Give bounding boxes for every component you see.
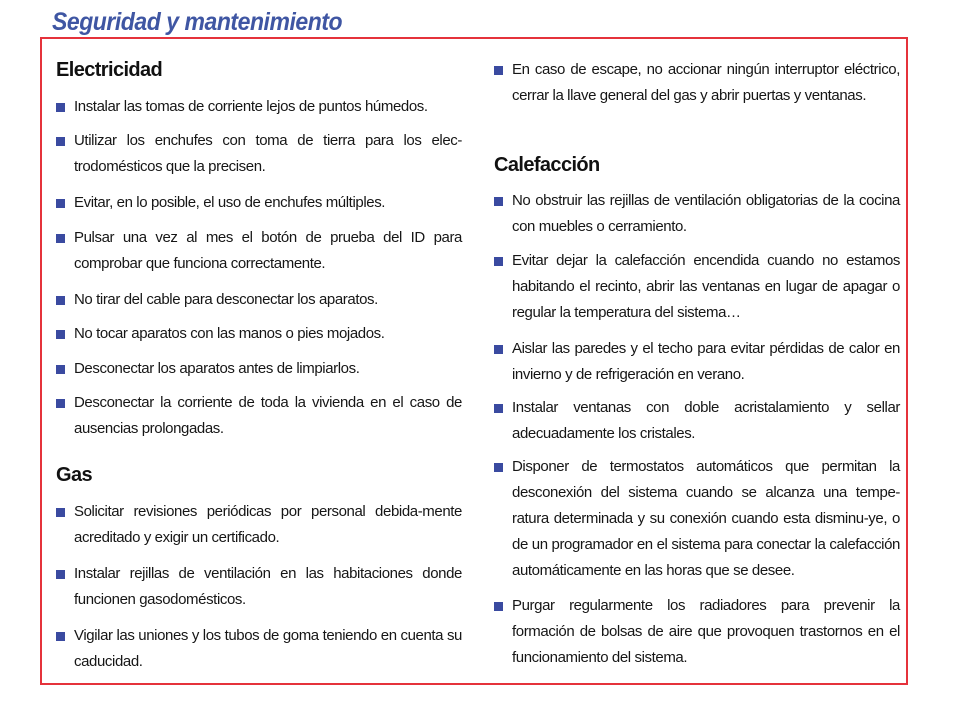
list-item-text: Disponer de termostatos automáticos que permitan la desconexión del sistema cuando se alcanza una tempe-ratura determinada y su conexión cuando esta disminu-ye, o de un programador en el sistema para conectar la calefacción automáticamente en las horas que se desee. — [512, 458, 900, 579]
square-bullet-icon — [56, 330, 65, 339]
square-bullet-icon — [494, 197, 503, 206]
square-bullet-icon — [56, 632, 65, 641]
list-item-text: No obstruir las rejillas de ventilación obligatorias de la cocina con muebles o cerramiento. — [512, 192, 900, 235]
square-bullet-icon — [56, 103, 65, 112]
square-bullet-icon — [494, 602, 503, 611]
square-bullet-icon — [56, 296, 65, 305]
list-item-text: Instalar ventanas con doble acristalamiento y sellar adecuadamente los cristales. — [512, 399, 900, 442]
list-item-text: Evitar, en lo posible, el uso de enchufes múltiples. — [74, 194, 386, 211]
list-item-text: Desconectar la corriente de toda la vivienda en el caso de ausencias prolongadas. — [74, 394, 462, 437]
heading-electricidad: Electricidad — [56, 59, 163, 81]
heading-gas: Gas — [56, 464, 93, 486]
list-item-text: Evitar dejar la calefacción encendida cuando no estamos habitando el recinto, abrir las ventanas en lugar de apagar o regular la temperatura del sistema… — [512, 252, 900, 321]
square-bullet-icon — [56, 365, 65, 374]
list-item-text: Solicitar revisiones periódicas por personal debida-mente acreditado y exigir un certificado. — [74, 503, 462, 546]
list-item-text: Purgar regularmente los radiadores para prevenir la formación de bolsas de aire que provoquen trastornos en el funcionamiento del sistema. — [512, 597, 900, 666]
square-bullet-icon — [56, 199, 65, 208]
list-item-text: Instalar las tomas de corriente lejos de puntos húmedos. — [74, 98, 428, 115]
list-item-text: Desconectar los aparatos antes de limpiarlos. — [74, 360, 360, 377]
heading-calefaccion: Calefacción — [494, 154, 600, 176]
list-item-text: No tirar del cable para desconectar los aparatos. — [74, 291, 378, 308]
list-item-text: Pulsar una vez al mes el botón de prueba del ID para comprobar que funciona correctamente. — [74, 229, 462, 272]
square-bullet-icon — [494, 463, 503, 472]
square-bullet-icon — [494, 345, 503, 354]
square-bullet-icon — [494, 257, 503, 266]
content-frame — [40, 37, 908, 685]
list-item-text: En caso de escape, no accionar ningún interruptor eléctrico, cerrar la llave general del gas y abrir puertas y ventanas. — [512, 61, 900, 104]
square-bullet-icon — [56, 570, 65, 579]
square-bullet-icon — [56, 399, 65, 408]
list-item-text: Utilizar los enchufes con toma de tierra para los elec-trodomésticos que la precisen. — [74, 132, 462, 175]
square-bullet-icon — [494, 66, 503, 75]
list-item-text: Vigilar las uniones y los tubos de goma teniendo en cuenta su caducidad. — [74, 627, 462, 670]
square-bullet-icon — [494, 404, 503, 413]
square-bullet-icon — [56, 234, 65, 243]
list-item-text: Aislar las paredes y el techo para evitar pérdidas de calor en invierno y de refrigeración en verano. — [512, 340, 900, 383]
list-item-text: Instalar rejillas de ventilación en las habitaciones donde funcionen gasodomésticos. — [74, 565, 462, 608]
list-item-text: No tocar aparatos con las manos o pies mojados. — [74, 325, 385, 342]
square-bullet-icon — [56, 508, 65, 517]
square-bullet-icon — [56, 137, 65, 146]
page-title: Seguridad y mantenimiento — [52, 8, 343, 36]
